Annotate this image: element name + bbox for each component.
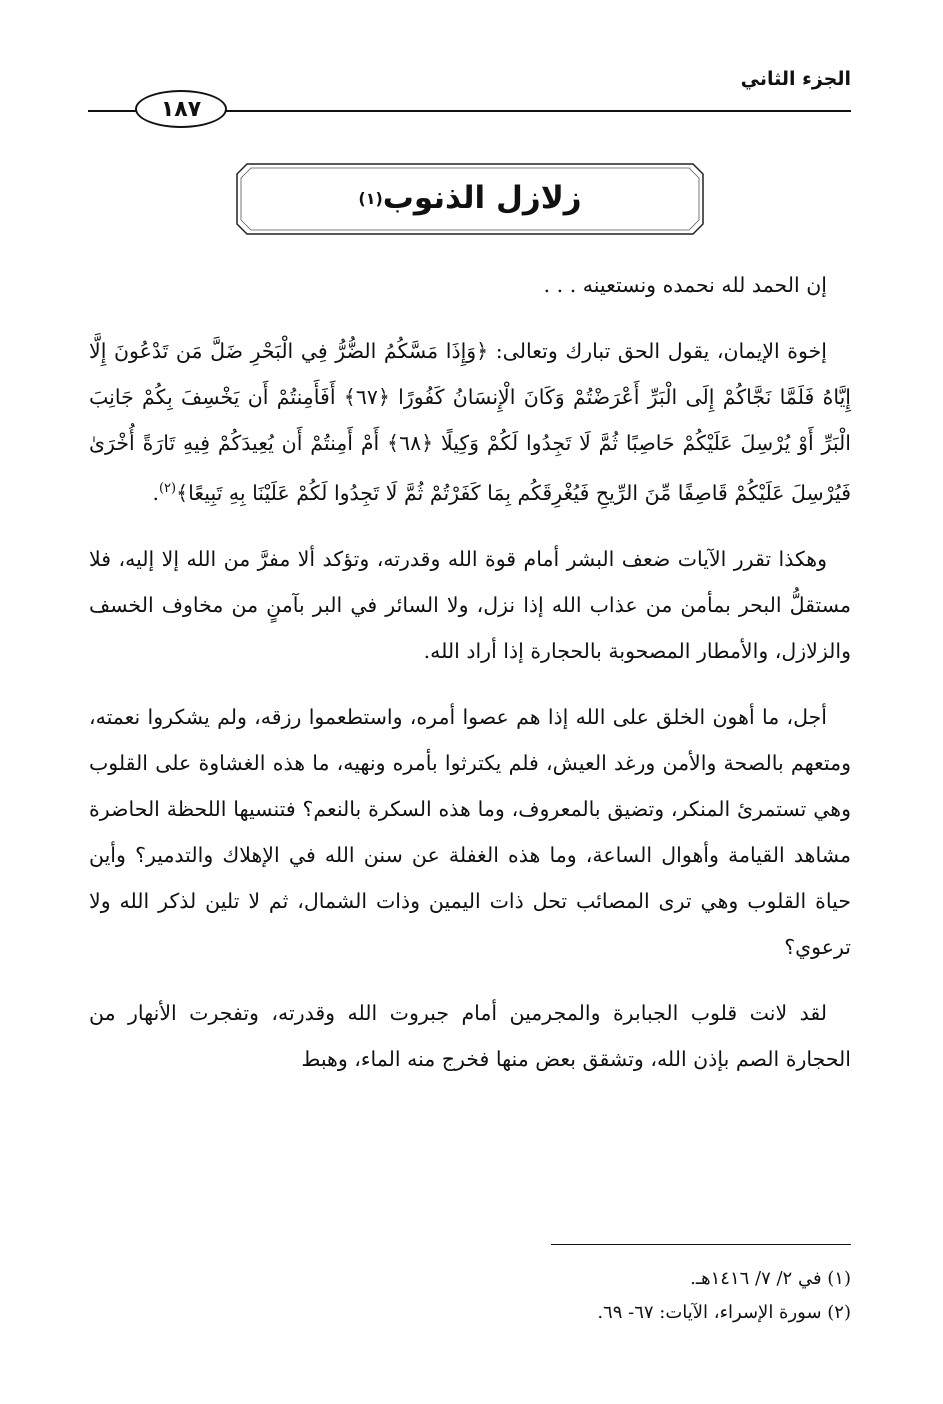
paragraph-2: وهكذا تقرر الآيات ضعف البشر أمام قوة الله وقدرته، وتؤكد ألا مفرَّ من الله إلا إليه، فلا مستقلُّ البحر بمأمن من عذاب الله إذا نزل، ولا السائر في البر بآمنٍ من مخاوف الخسف والزلازل، والأمطار المصحوبة بالحجارة إذا أراد الله. [89,546,851,663]
footnote-2: (٢) سورة الإسراء، الآيات: ٦٧- ٦٩. [597,1302,851,1323]
footnotes [89,1262,851,1330]
paragraph-1-intro: إخوة الإيمان، يقول الحق تبارك وتعالى: [488,339,828,363]
part-label: الجزء الثاني [740,68,851,90]
footnote-1: (١) في ٢/ ٧/ ١٤١٦هـ. [690,1268,851,1289]
footnote-rule [551,1244,851,1245]
paragraph-4: لقد لانت قلوب الجبابرة والمجرمين أمام جبروت الله وقدرته، وتفجرت الأنهار من الحجارة الصم بإذن الله، وتشقق بعض منها فخرج منه الماء، وهبط [89,1000,851,1071]
article-body [89,262,851,1102]
title-frame [235,162,705,238]
page-number: ١٨٧ [135,90,227,128]
quran-verse: ﴿وَإِذَا مَسَّكُمُ الضُّرُّ فِي الْبَحْرِ ضَلَّ مَن تَدْعُونَ إِلَّا إِيَّاهُ فَلَمَّا نَجَّاكُمْ إِلَى الْبَرِّ أَعْرَضْتُمْ وَكَانَ الْإِنسَانُ كَفُورًا ﴿٦٧﴾ أَفَأَمِنتُمْ أَن يَخْسِفَ بِكُمْ جَانِبَ الْبَرِّ أَوْ يُرْسِلَ عَلَيْكُمْ حَاصِبًا ثُمَّ لَا تَجِدُوا لَكُمْ وَكِيلًا ﴿٦٨﴾ أَمْ أَمِنتُمْ أَن يُعِيدَكُمْ فِيهِ تَارَةً أُخْرَىٰ فَيُرْسِلَ عَلَيْكُمْ قَاصِفًا مِّنَ الرِّيحِ فَيُغْرِقَكُم بِمَا كَفَرْتُمْ ثُمَّ لَا تَجِدُوا لَكُمْ عَلَيْنَا بِهِ تَبِيعًا﴾ [89,339,852,505]
paragraph-1 [89,328,851,516]
paragraph-3: أجل، ما أهون الخلق على الله إذا هم عصوا أمره، واستطعموا رزقه، ولم يشكروا نعمته، ومتعهم بالصحة والأمن ورغد العيش، فلم يكترثوا بأمره ونهيه، ما هذه الغشاوة على القلوب وهي تستمرئ المنكر، وتضيق بالمعروف، وما هذه السكرة بالنعم؟ فتنسيها اللحظة الحاضرة مشاهد القيامة وأهوال الساعة، وما هذه الغفلة عن سنن الله في الإهلاك والتدمير؟ وأين حياة القلوب وهي ترى المصائب تحل ذات اليمين وذات الشمال، ثم لا تلين لذكر الله ولا ترعوي؟ [89,704,851,959]
article-title [235,162,705,234]
paragraph-1-end: . [152,480,159,505]
opening-line: إن الحمد لله نحمده ونستعينه . . . [543,273,827,297]
verse-footnote-ref: (٢) [158,481,177,496]
title-footnote-ref: (١) [358,188,383,208]
article-title-text: زلازل الذنوب [382,180,582,216]
